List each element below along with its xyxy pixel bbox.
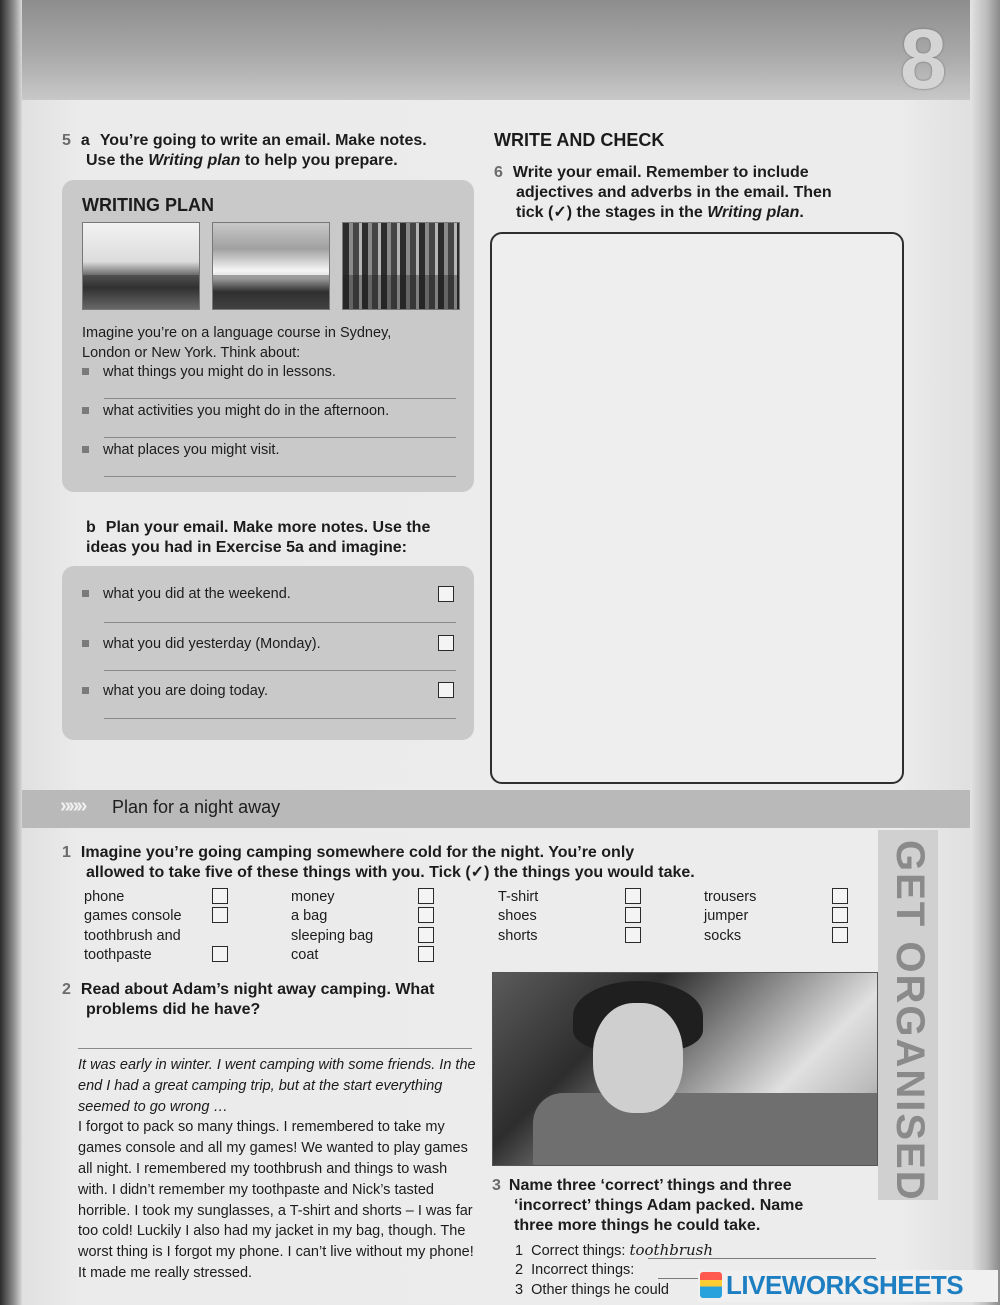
item-label: sleeping bag xyxy=(291,928,374,944)
tick-checkbox[interactable] xyxy=(438,586,454,602)
plan-bullet: what you did yesterday (Monday). xyxy=(82,634,321,654)
tick-checkbox[interactable] xyxy=(832,907,848,923)
story-intro: It was early in winter. I went camping with some friends. In the end I had a great camping trip, but at the start everything seemed to go wrong … xyxy=(78,1057,476,1115)
item-label: jumper xyxy=(704,908,749,924)
page-edge-shadow xyxy=(970,0,1000,1305)
answer-line[interactable] xyxy=(648,1258,876,1259)
tick-checkbox[interactable] xyxy=(832,927,848,943)
instruction-line-post: to help you prepare. xyxy=(240,152,398,169)
item-label: a bag xyxy=(291,908,328,924)
answer-text[interactable]: toothbrush xyxy=(629,1241,714,1259)
answer-row: 3 Other things he could xyxy=(515,1282,669,1298)
plan-bullet: what you did at the weekend. xyxy=(82,584,291,604)
item-label: coat xyxy=(291,947,319,963)
story-body: I forgot to pack so many things. I remembered to take my games console and all my games! We wanted to play games all night. I remembered my toothbrush and things to wash with. I didn’t remember my toothpaste and Nick’s tasted horrible. I took my sunglasses, a T-shirt and shorts – I was far too cold! Luckily I also had my jacket in my bag, though. The worst thing is I forgot my phone. I can’t live without my phone! It made me really stressed. xyxy=(78,1119,474,1281)
answer-line[interactable] xyxy=(104,398,456,399)
book-spine-shadow xyxy=(0,0,22,1305)
tick-checkbox[interactable] xyxy=(212,946,228,962)
london-photo xyxy=(82,222,200,310)
item-label: shorts xyxy=(498,928,538,944)
item-label: trousers xyxy=(704,889,757,905)
item-label: toothbrush and xyxy=(84,928,181,944)
item-label: toothpaste xyxy=(84,947,152,963)
exercise-5a-instruction xyxy=(62,131,482,171)
writing-plan-intro: Imagine you’re on a language course in Sydney, London or New York. Think about: xyxy=(82,325,392,361)
item-label: shoes xyxy=(498,908,537,924)
answer-line[interactable] xyxy=(104,622,456,623)
exercise-1-instruction: 1 Imagine you’re going camping somewhere cold for the night. You’re only allowed to take five of these things with you. Tick (✓) the things you would take. xyxy=(62,844,695,881)
tick-checkbox[interactable] xyxy=(212,888,228,904)
answer-line[interactable] xyxy=(658,1278,698,1279)
exercise-6-instruction: 6 Write your email. Remember to include adjectives and adverbs in the email. Then tick (✓) the stages in the Writing plan. xyxy=(494,164,832,221)
instruction-line: You’re going to write an email. Make notes. xyxy=(99,132,427,149)
tick-checkbox[interactable] xyxy=(625,888,641,904)
item-label: games console xyxy=(84,908,182,924)
instruction-line-pre: Use the xyxy=(86,152,149,169)
tick-checkbox[interactable] xyxy=(438,682,454,698)
top-header-band xyxy=(22,0,970,100)
plan-bullet: what activities you might do in the afternoon. xyxy=(82,401,389,421)
answer-line[interactable] xyxy=(104,718,456,719)
tick-checkbox[interactable] xyxy=(418,907,434,923)
watermark-text: LIVEWORKSHEETS xyxy=(726,1270,964,1300)
sydney-photo xyxy=(212,222,330,310)
tick-checkbox[interactable] xyxy=(438,635,454,651)
plan-bullet: what places you might visit. xyxy=(82,440,280,460)
divider xyxy=(78,1048,472,1049)
exercise-letter: b xyxy=(86,519,96,536)
writing-plan-title: WRITING PLAN xyxy=(82,195,214,215)
chevrons-icon: »»» xyxy=(60,795,85,817)
email-writing-area[interactable] xyxy=(490,232,904,784)
tick-checkbox[interactable] xyxy=(418,946,434,962)
answer-line[interactable] xyxy=(104,476,456,477)
exercise-3-instruction: 3 Name three ‘correct’ things and three ‘incorrect’ things Adam packed. Name three more things he could take. xyxy=(492,1177,804,1234)
item-label: T-shirt xyxy=(498,889,539,905)
tick-checkbox[interactable] xyxy=(832,888,848,904)
plan-bullet: what things you might do in lessons. xyxy=(82,362,336,382)
section-title: Plan for a night away xyxy=(112,797,281,817)
answer-line[interactable] xyxy=(104,670,456,671)
plan-bullet: what you are doing today. xyxy=(82,681,268,701)
new-york-photo xyxy=(342,222,460,310)
camping-story xyxy=(78,1055,478,1284)
exercise-letter: a xyxy=(80,132,90,149)
instruction-line-italic: Writing plan xyxy=(148,152,241,169)
answer-row: 2 Incorrect things: xyxy=(515,1262,635,1278)
exercise-5b-instruction: b Plan your email. Make more notes. Use the ideas you had in Exercise 5a and imagine: xyxy=(86,519,431,556)
camping-photo xyxy=(492,972,878,1166)
unit-number: 8 xyxy=(900,12,947,106)
tick-checkbox[interactable] xyxy=(418,927,434,943)
exercise-2-instruction: 2 Read about Adam’s night away camping. What problems did he have? xyxy=(62,981,435,1018)
tick-checkbox[interactable] xyxy=(418,888,434,904)
side-title: GET ORGANISED xyxy=(888,840,932,1202)
tick-checkbox[interactable] xyxy=(625,907,641,923)
item-label: money xyxy=(291,889,335,905)
liveworksheets-logo-icon xyxy=(700,1272,722,1298)
answer-row: 1 Correct things: toothbrush xyxy=(515,1241,714,1259)
tick-checkbox[interactable] xyxy=(625,927,641,943)
answer-line[interactable] xyxy=(104,437,456,438)
item-label: phone xyxy=(84,889,125,905)
tick-checkbox[interactable] xyxy=(212,907,228,923)
write-and-check-heading: WRITE AND CHECK xyxy=(494,130,665,150)
item-label: socks xyxy=(704,928,742,944)
exercise-number: 5 xyxy=(62,132,71,149)
